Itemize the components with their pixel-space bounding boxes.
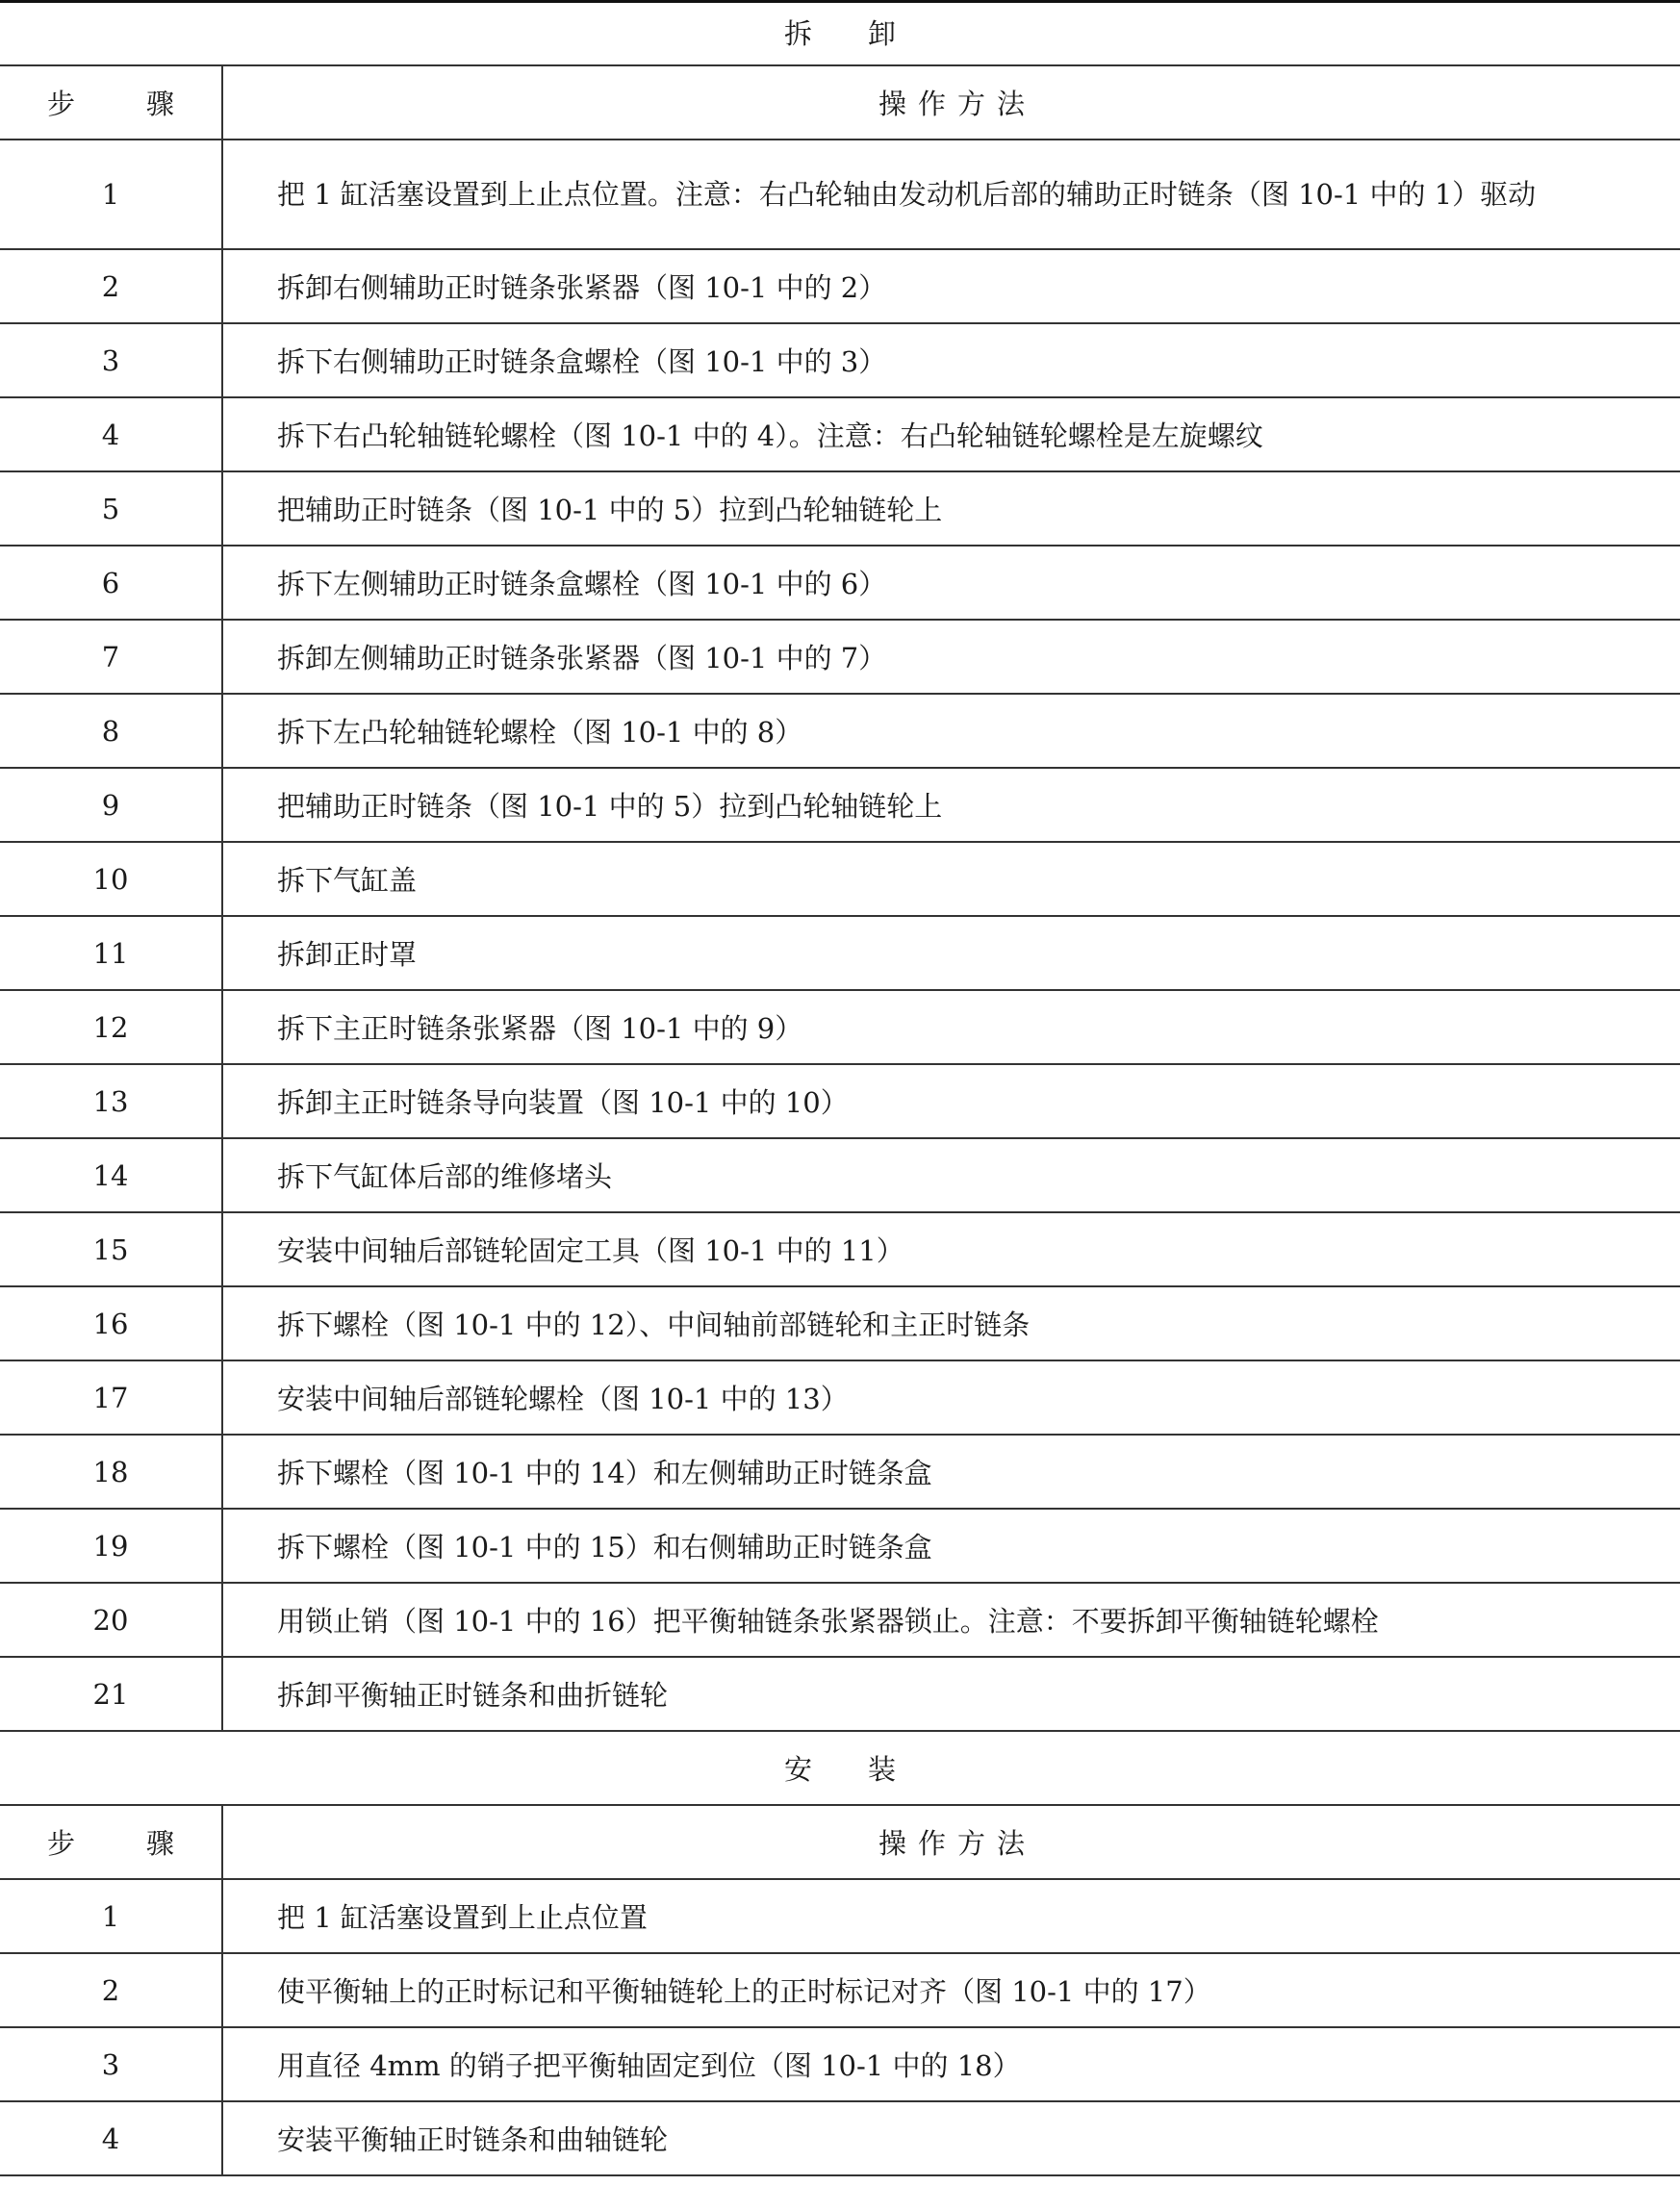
operation-text: 把辅助正时链条（图 10-1 中的 5）拉到凸轮轴链轮上 (222, 768, 1680, 842)
operation-text: 拆下气缸体后部的维修堵头 (222, 1138, 1680, 1212)
step-number: 1 (0, 140, 222, 249)
step-number: 1 (0, 1879, 222, 1953)
operation-text: 把辅助正时链条（图 10-1 中的 5）拉到凸轮轴链轮上 (222, 471, 1680, 546)
operation-text: 拆卸主正时链条导向装置（图 10-1 中的 10） (222, 1064, 1680, 1138)
operation-text: 安装中间轴后部链轮固定工具（图 10-1 中的 11） (222, 1212, 1680, 1286)
table-row (0, 1583, 1680, 1657)
step-number: 14 (0, 1138, 222, 1212)
table-row (0, 397, 1680, 471)
step-number: 19 (0, 1509, 222, 1583)
step-number: 17 (0, 1360, 222, 1435)
step-number: 13 (0, 1064, 222, 1138)
operation-text: 用直径 4mm 的销子把平衡轴固定到位（图 10-1 中的 18） (222, 2027, 1680, 2101)
operation-text: 使平衡轴上的正时标记和平衡轴链轮上的正时标记对齐（图 10-1 中的 17） (222, 1953, 1680, 2027)
operation-text: 安装平衡轴正时链条和曲轴链轮 (222, 2101, 1680, 2175)
table-row (0, 990, 1680, 1064)
step-number: 18 (0, 1435, 222, 1509)
operation-text: 拆下螺栓（图 10-1 中的 14）和左侧辅助正时链条盒 (222, 1435, 1680, 1509)
method-column-header: 操作方法 (878, 88, 1037, 120)
table-row (0, 1953, 1680, 2027)
table-row (0, 323, 1680, 397)
operation-text: 把 1 缸活塞设置到上止点位置 (222, 1879, 1680, 1953)
operation-text: 拆下右侧辅助正时链条盒螺栓（图 10-1 中的 3） (222, 323, 1680, 397)
table-row (0, 1064, 1680, 1138)
table-row (0, 916, 1680, 990)
method-column-header: 操作方法 (878, 1827, 1037, 1860)
operation-text: 拆下螺栓（图 10-1 中的 15）和右侧辅助正时链条盒 (222, 1509, 1680, 1583)
step-number: 21 (0, 1657, 222, 1731)
step-number: 6 (0, 546, 222, 620)
table-row (0, 1138, 1680, 1212)
step-number: 20 (0, 1583, 222, 1657)
step-number: 3 (0, 2027, 222, 2101)
operation-text: 拆卸右侧辅助正时链条张紧器（图 10-1 中的 2） (222, 249, 1680, 323)
step-number: 8 (0, 694, 222, 768)
step-column-header: 步骤 (46, 88, 245, 120)
table-row (0, 1360, 1680, 1435)
operation-text: 拆卸左侧辅助正时链条张紧器（图 10-1 中的 7） (222, 620, 1680, 694)
step-number: 5 (0, 471, 222, 546)
operation-text: 把 1 缸活塞设置到上止点位置。注意：右凸轮轴由发动机后部的辅助正时链条（图 10-1 中的 1）驱动 (222, 140, 1680, 249)
section-title: 拆卸 (784, 17, 953, 50)
step-number: 3 (0, 323, 222, 397)
step-number: 9 (0, 768, 222, 842)
operation-text: 拆下左凸轮轴链轮螺栓（图 10-1 中的 8） (222, 694, 1680, 768)
table-row (0, 842, 1680, 916)
table-row (0, 1657, 1680, 1731)
step-number: 11 (0, 916, 222, 990)
step-number: 4 (0, 2101, 222, 2175)
operation-text: 拆下气缸盖 (222, 842, 1680, 916)
table-row (0, 471, 1680, 546)
step-number: 16 (0, 1286, 222, 1360)
table-row (0, 1212, 1680, 1286)
table-row (0, 1509, 1680, 1583)
table-row (0, 140, 1680, 249)
table-row (0, 620, 1680, 694)
step-number: 7 (0, 620, 222, 694)
step-number: 12 (0, 990, 222, 1064)
operation-text: 拆下右凸轮轴链轮螺栓（图 10-1 中的 4）。注意：右凸轮轴链轮螺栓是左旋螺纹 (222, 397, 1680, 471)
table-row (0, 768, 1680, 842)
table-row (0, 249, 1680, 323)
table-row (0, 694, 1680, 768)
section-title: 安装 (784, 1753, 953, 1786)
step-number: 15 (0, 1212, 222, 1286)
step-number: 2 (0, 249, 222, 323)
operation-text: 拆下主正时链条张紧器（图 10-1 中的 9） (222, 990, 1680, 1064)
operation-text: 拆下左侧辅助正时链条盒螺栓（图 10-1 中的 6） (222, 546, 1680, 620)
operation-text: 安装中间轴后部链轮螺栓（图 10-1 中的 13） (222, 1360, 1680, 1435)
column-header-row (0, 65, 1680, 140)
step-number: 10 (0, 842, 222, 916)
column-header-row (0, 1805, 1680, 1879)
table-row (0, 2101, 1680, 2175)
operation-text: 拆下螺栓（图 10-1 中的 12）、中间轴前部链轮和主正时链条 (222, 1286, 1680, 1360)
table-row (0, 2027, 1680, 2101)
operation-text: 用锁止销（图 10-1 中的 16）把平衡轴链条张紧器锁止。注意：不要拆卸平衡轴链轮螺栓 (222, 1583, 1680, 1657)
table-row (0, 1435, 1680, 1509)
section-title-row (0, 0, 1680, 65)
step-number: 4 (0, 397, 222, 471)
section-title-row (0, 1731, 1680, 1805)
operation-text: 拆卸正时罩 (222, 916, 1680, 990)
table-row (0, 1879, 1680, 1953)
table-row (0, 546, 1680, 620)
operation-text: 拆卸平衡轴正时链条和曲折链轮 (222, 1657, 1680, 1731)
step-column-header: 步骤 (46, 1827, 245, 1860)
step-number: 2 (0, 1953, 222, 2027)
table-row (0, 1286, 1680, 1360)
